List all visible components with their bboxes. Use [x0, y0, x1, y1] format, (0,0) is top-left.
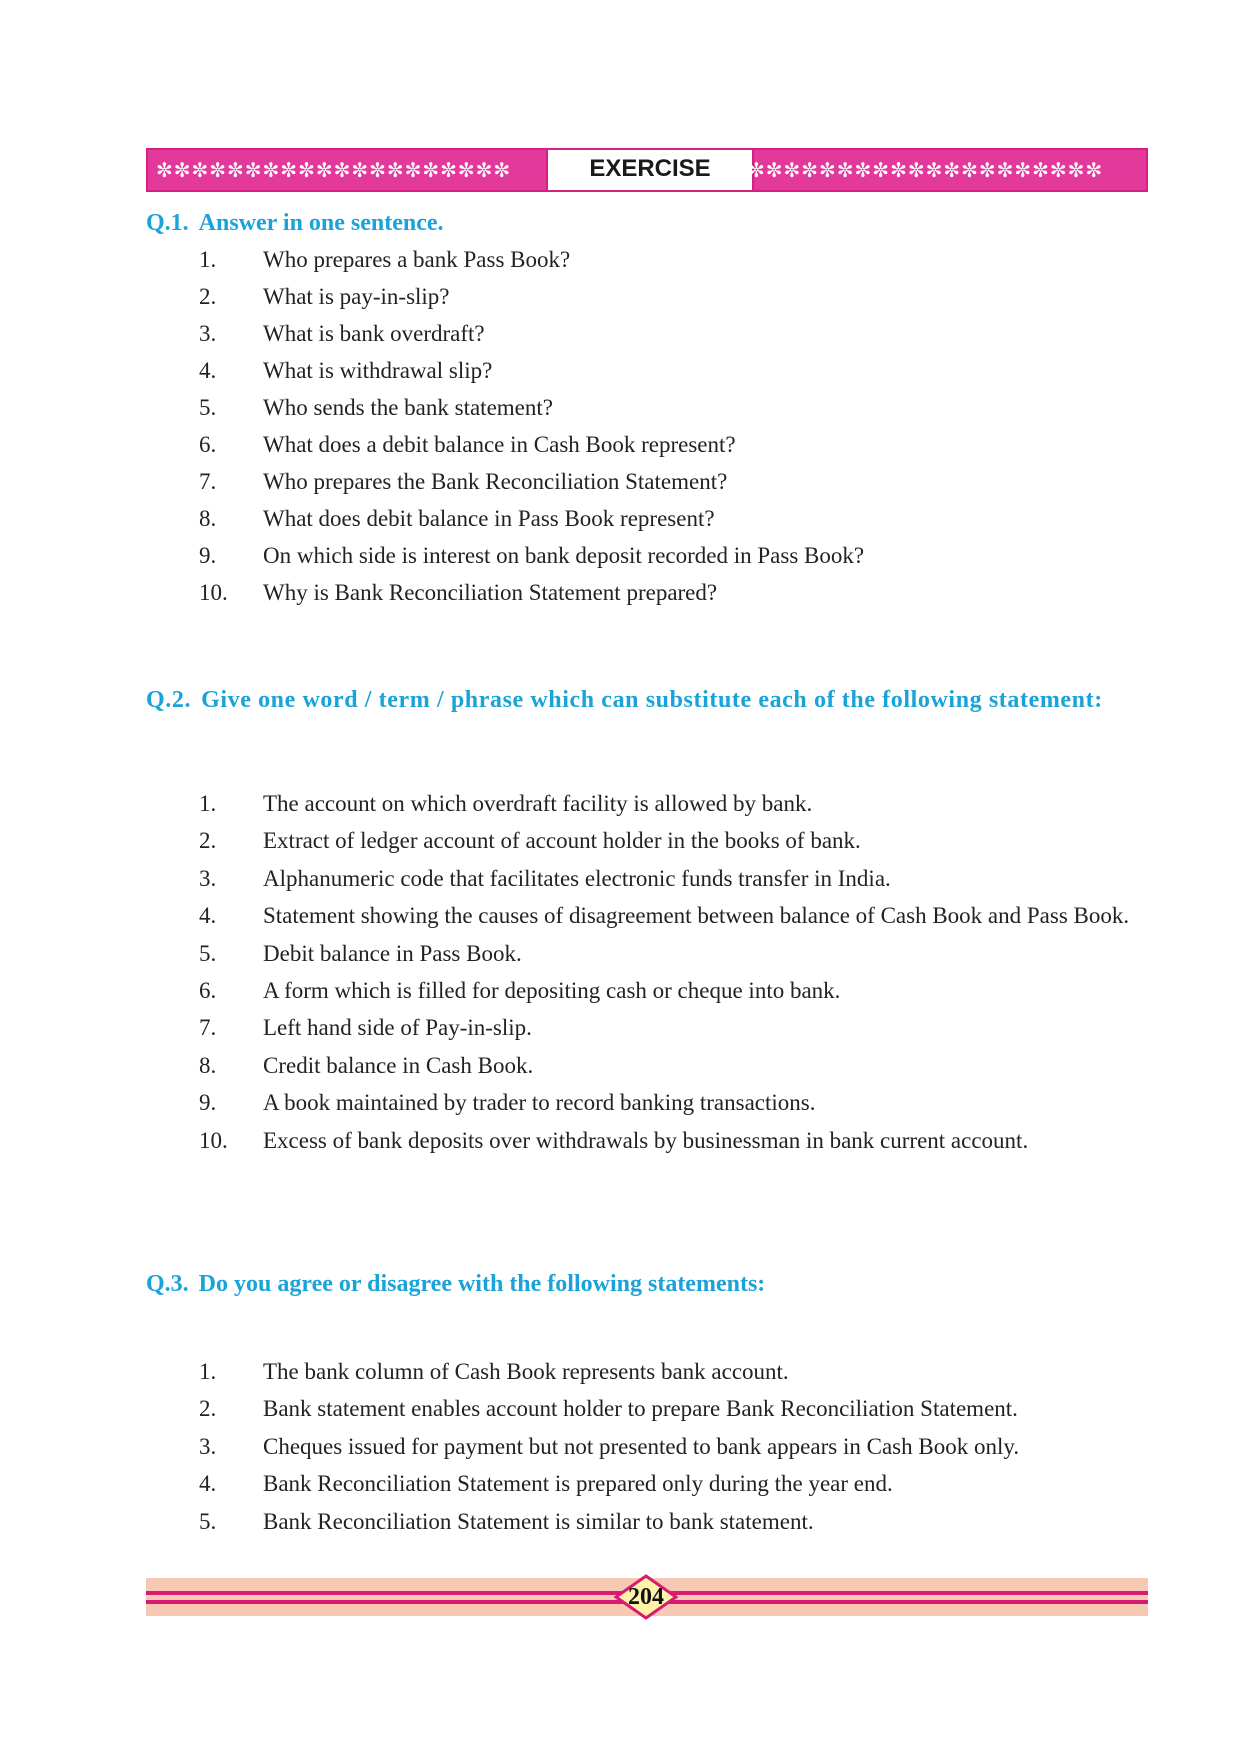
item-text: Excess of bank deposits over withdrawals by businessman in bank current account. — [263, 1127, 1029, 1153]
item-text: The bank column of Cash Book represents bank account. — [263, 1359, 789, 1384]
q2-number: Q.2. — [146, 687, 192, 713]
item-number: 10. — [199, 580, 228, 605]
item-number: 4. — [199, 903, 217, 929]
q1-number: Q.1. — [146, 210, 189, 236]
item-text: The account on which overdraft facility is allowed by bank. — [263, 791, 813, 816]
list-item — [0, 282, 1148, 312]
list-item — [0, 393, 1148, 423]
item-number: 7. — [199, 1015, 217, 1041]
exercise-title: EXERCISE — [546, 148, 754, 192]
page-number: 204 — [628, 1584, 664, 1610]
q1-heading-text: Answer in one sentence. — [198, 210, 444, 236]
item-text: Who prepares the Bank Reconciliation Statement? — [263, 469, 728, 494]
item-number: 4. — [199, 1471, 217, 1497]
item-text: Statement showing the causes of disagreement between balance of Cash Book and Pass Book. — [263, 903, 1130, 929]
item-text: Why is Bank Reconciliation Statement prepared? — [263, 580, 718, 605]
exercise-banner — [146, 148, 1148, 192]
list-item — [0, 319, 1148, 349]
list-item — [0, 1051, 1148, 1081]
item-number: 1. — [199, 791, 217, 816]
item-number: 3. — [199, 865, 217, 891]
item-text: On which side is interest on bank deposit recorded in Pass Book? — [263, 543, 865, 568]
list-item — [0, 504, 1148, 534]
item-text: Cheques issued for payment but not presented to bank appears in Cash Book only. — [263, 1433, 1020, 1459]
list-item — [0, 1394, 1148, 1424]
item-number: 3. — [199, 321, 217, 346]
item-text: Who sends the bank statement? — [263, 395, 553, 420]
item-number: 2. — [199, 1396, 217, 1422]
list-item — [0, 789, 1148, 819]
item-number: 1. — [199, 247, 217, 272]
item-number: 3. — [199, 1433, 217, 1459]
list-item — [0, 356, 1148, 386]
item-text: Bank statement enables account holder to prepare Bank Reconciliation Statement. — [263, 1396, 1018, 1422]
q3-heading — [146, 1269, 765, 1299]
item-text: What is bank overdraft? — [263, 321, 485, 346]
item-text: A book maintained by trader to record banking transactions. — [263, 1090, 816, 1116]
page-footer — [146, 1578, 1148, 1616]
item-text: Bank Reconciliation Statement is prepared only during the year end. — [263, 1471, 893, 1497]
list-item — [0, 1126, 1148, 1156]
item-text: Credit balance in Cash Book. — [263, 1052, 534, 1078]
item-number: 9. — [199, 543, 217, 568]
item-number: 6. — [199, 977, 217, 1003]
list-item — [0, 578, 1148, 608]
list-item — [0, 541, 1148, 571]
list-item — [0, 245, 1148, 275]
list-item — [0, 976, 1148, 1006]
ornament-right-decoration: ✼✼✼✼✼✼✼✼✼✼✼✼✼✼✼✼✼✼✼✼ — [748, 158, 1104, 182]
item-text: What is withdrawal slip? — [263, 358, 493, 383]
item-number: 7. — [199, 469, 217, 494]
item-text: Extract of ledger account of account holder in the books of bank. — [263, 828, 861, 854]
item-text: What is pay-in-slip? — [263, 284, 450, 309]
item-text: Bank Reconciliation Statement is similar to bank statement. — [263, 1508, 814, 1534]
list-item — [0, 1013, 1148, 1043]
list-item — [0, 1088, 1148, 1118]
item-number: 6. — [199, 432, 217, 457]
q3-heading-text: Do you agree or disagree with the following statements: — [198, 1271, 766, 1297]
item-number: 10. — [199, 1127, 228, 1153]
item-text: What does debit balance in Pass Book represent? — [263, 506, 715, 531]
item-number: 4. — [199, 358, 217, 383]
item-number: 1. — [199, 1359, 217, 1384]
item-text: Debit balance in Pass Book. — [263, 940, 522, 966]
ornament-left-decoration: ✼✼✼✼✼✼✼✼✼✼✼✼✼✼✼✼✼✼✼✼ — [156, 158, 512, 182]
item-number: 5. — [199, 395, 217, 420]
q1-question-list — [0, 245, 1148, 615]
item-text: A form which is filled for depositing cash or cheque into bank. — [263, 977, 841, 1003]
list-item — [0, 901, 1148, 931]
item-text: Alphanumeric code that facilitates electronic funds transfer in India. — [263, 865, 891, 891]
list-item — [0, 1432, 1148, 1462]
item-number: 9. — [199, 1090, 217, 1116]
list-item — [0, 1507, 1148, 1537]
item-number: 8. — [199, 506, 217, 531]
item-number: 2. — [199, 284, 217, 309]
item-number: 8. — [199, 1052, 217, 1078]
item-number: 5. — [199, 940, 217, 966]
item-text: Left hand side of Pay-in-slip. — [263, 1015, 532, 1041]
list-item — [0, 1357, 1148, 1387]
item-number: 5. — [199, 1508, 217, 1534]
q1-heading — [146, 208, 444, 238]
q2-heading — [146, 685, 1103, 715]
q2-question-list — [0, 789, 1148, 1163]
list-item — [0, 430, 1148, 460]
list-item — [0, 826, 1148, 856]
q3-number: Q.3. — [146, 1271, 189, 1297]
list-item — [0, 1469, 1148, 1499]
item-text: Who prepares a bank Pass Book? — [263, 247, 571, 272]
q2-heading-text: Give one word / term / phrase which can substitute each of the following statement: — [201, 687, 1103, 713]
list-item — [0, 467, 1148, 497]
item-number: 2. — [199, 828, 217, 854]
q3-question-list — [0, 1357, 1148, 1544]
item-text: What does a debit balance in Cash Book represent? — [263, 432, 736, 457]
list-item — [0, 864, 1148, 894]
list-item — [0, 939, 1148, 969]
